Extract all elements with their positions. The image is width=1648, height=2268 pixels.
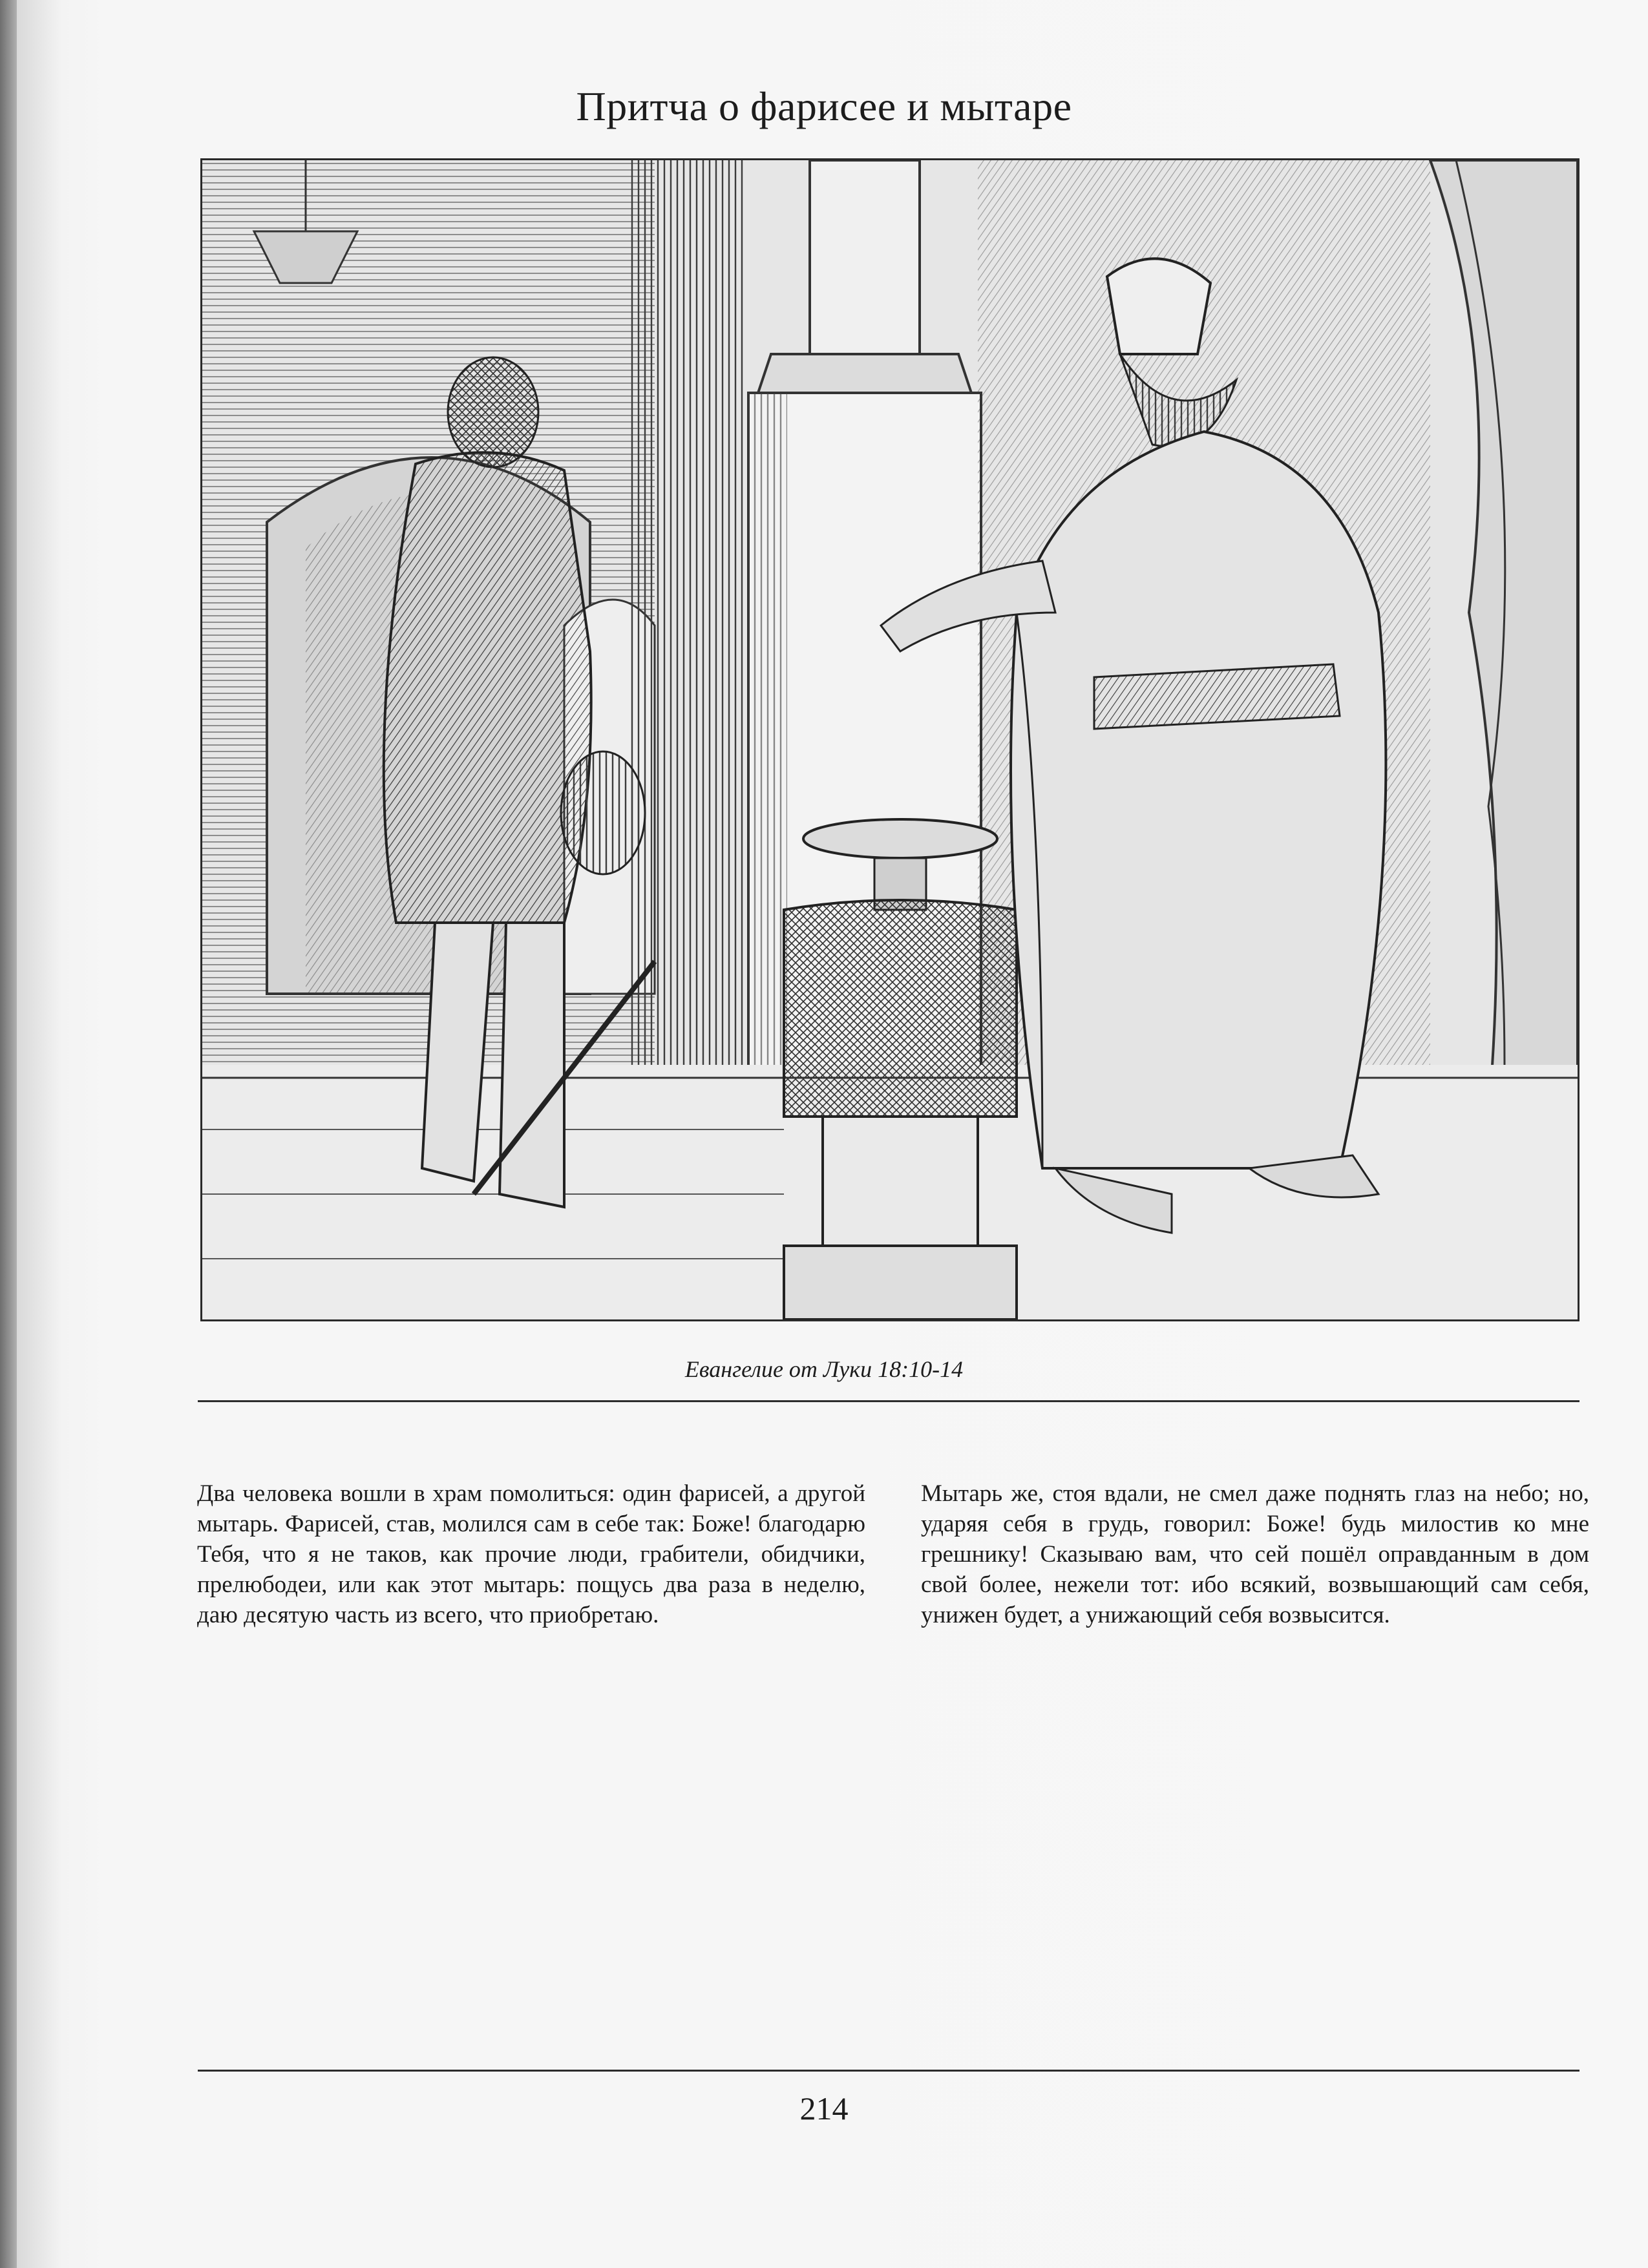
top-divider — [198, 1400, 1579, 1402]
engraving-illustration — [200, 158, 1579, 1321]
bottom-divider — [198, 2070, 1579, 2072]
page-spine-shadow — [0, 0, 17, 2268]
scripture-caption: Евангелие от Луки 18:10-14 — [684, 1356, 964, 1382]
text-column-right: Мытарь же, стоя вдали, не смел даже поднять глаз на небо; но, ударяя себя в грудь, говорил: Боже! будь милостив ко мне грешнику! Сказываю вам, что сей пошёл оправданным в дом свой более, нежели тот: ибо всякий, возвышающий сам себя, унижен будет, а унижающий себя возвысится. — [921, 1480, 1589, 1628]
text-column-left: Два человека вошли в храм помолиться: один фарисей, а другой мытарь. Фарисей, став, молился сам в себе так: Боже! благодарю Тебя, что я не таков, как прочие люди, грабители, обидчики, прелюбодеи, или как этот мытарь: пощусь два раза в неделю, даю десятую часть из всего, что приобретаю. — [197, 1480, 865, 1628]
page-title: Притча о фарисее и мытаре — [576, 83, 1072, 129]
page-number: 214 — [799, 2090, 849, 2126]
